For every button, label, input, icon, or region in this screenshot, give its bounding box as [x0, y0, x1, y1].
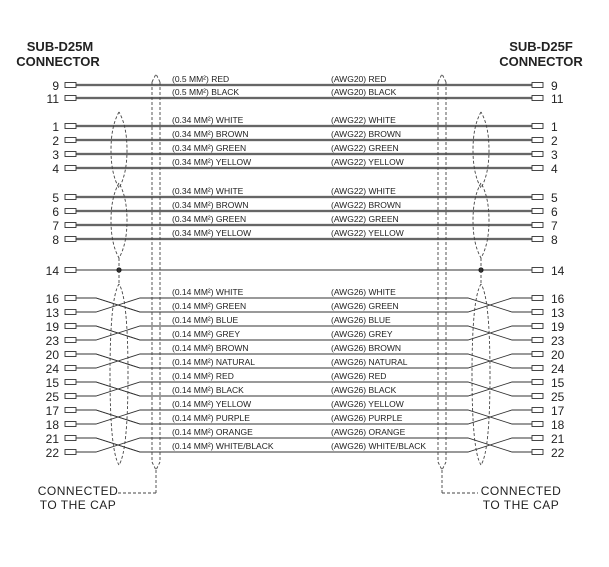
left-connector-subtitle: CONNECTOR — [16, 54, 100, 69]
left-pin-number: 25 — [45, 390, 59, 404]
shield-outline — [473, 183, 489, 258]
wire-label-right: (AWG26) PURPLE — [331, 413, 403, 423]
left-pin-number: 13 — [45, 306, 59, 320]
right-pin-contact — [532, 138, 543, 143]
wire-label-right: (AWG26) NATURAL — [331, 357, 408, 367]
right-pin-number: 15 — [551, 376, 565, 390]
left-pin-contact — [65, 408, 76, 413]
shield-outline — [473, 112, 489, 188]
left-pin-number: 18 — [45, 418, 59, 432]
right-pin-contact — [532, 436, 543, 441]
wire-label-right: (AWG22) WHITE — [331, 115, 396, 125]
wire-label-left: (0.34 MM²) GREEN — [172, 214, 247, 224]
wire-label-right: (AWG26) BLACK — [331, 385, 397, 395]
right-pin-contact — [532, 352, 543, 357]
wire-label-right: (AWG26) BROWN — [331, 343, 402, 353]
twisted-wire — [76, 326, 532, 340]
wire-label-left: (0.14 MM²) WHITE/BLACK — [172, 441, 274, 451]
cap-note-right-line2: TO THE CAP — [482, 498, 560, 512]
left-pin-number: 11 — [46, 92, 59, 106]
wire-label-left: (0.5 MM²) BLACK — [172, 87, 240, 97]
wire-label-left: (0.34 MM²) BROWN — [172, 129, 249, 139]
shield-outline — [111, 112, 127, 188]
twisted-wire — [76, 410, 532, 424]
left-pin-number: 7 — [52, 219, 59, 233]
twisted-wire — [76, 326, 532, 340]
twisted-wire — [76, 298, 532, 312]
right-pin-contact — [532, 408, 543, 413]
left-pin-number: 4 — [52, 162, 59, 176]
right-pin-contact — [532, 83, 543, 88]
right-pin-contact — [532, 223, 543, 228]
left-pin-contact — [65, 394, 76, 399]
wire-label-left: (0.14 MM²) PURPLE — [172, 413, 250, 423]
left-pin-contact — [65, 209, 76, 214]
right-pin-contact — [532, 209, 543, 214]
wire-label-right: (AWG26) WHITE/BLACK — [331, 441, 427, 451]
left-pin-number: 1 — [52, 120, 59, 134]
right-pin-number: 2 — [551, 134, 558, 148]
cap-shield-bottom — [438, 462, 446, 470]
right-pin-number: 25 — [551, 390, 565, 404]
wire-label-left: (0.34 MM²) YELLOW — [172, 228, 252, 238]
left-pin-contact — [65, 83, 76, 88]
right-pin-number: 23 — [551, 334, 565, 348]
right-pin-number: 18 — [551, 418, 565, 432]
wire-label-right: (AWG26) YELLOW — [331, 399, 404, 409]
left-pin-number: 23 — [45, 334, 59, 348]
left-pin-contact — [65, 310, 76, 315]
left-pin-number: 8 — [52, 233, 59, 247]
wire-label-left: (0.34 MM²) WHITE — [172, 186, 244, 196]
wire-label-left: (0.14 MM²) GREY — [172, 329, 241, 339]
wire-label-left: (0.14 MM²) GREEN — [172, 301, 247, 311]
wire-label-right: (AWG22) YELLOW — [331, 157, 404, 167]
left-pin-contact — [65, 223, 76, 228]
wire-label-right: (AWG26) BLUE — [331, 315, 391, 325]
left-pin-contact — [65, 436, 76, 441]
right-pin-number: 21 — [551, 432, 565, 446]
twisted-wire — [76, 298, 532, 312]
right-pin-number: 1 — [551, 120, 558, 134]
right-pin-number: 16 — [551, 292, 565, 306]
left-pin-contact — [65, 124, 76, 129]
wire-label-right: (AWG22) YELLOW — [331, 228, 404, 238]
right-pin-number: 13 — [551, 306, 565, 320]
wire-label-left: (0.14 MM²) RED — [172, 371, 234, 381]
right-pin-number: 17 — [551, 404, 565, 418]
right-pin-number: 5 — [551, 191, 558, 205]
right-pin-contact — [532, 394, 543, 399]
wire-label-right: (AWG26) WHITE — [331, 287, 396, 297]
wire-label-right: (AWG22) WHITE — [331, 186, 396, 196]
twisted-wire — [76, 438, 532, 452]
right-pin-contact — [532, 450, 543, 455]
right-pin-contact — [532, 338, 543, 343]
left-pin-contact — [65, 96, 76, 101]
wire-label-right: (AWG26) RED — [331, 371, 387, 381]
wire-label-left: (0.34 MM²) WHITE — [172, 115, 244, 125]
wire-label-left: (0.14 MM²) BROWN — [172, 343, 249, 353]
right-pin-number: 9 — [551, 79, 558, 93]
left-pin-number: 5 — [52, 191, 59, 205]
twisted-wire — [76, 438, 532, 452]
wire-label-right: (AWG22) GREEN — [331, 214, 399, 224]
wire-label-left: (0.14 MM²) YELLOW — [172, 399, 252, 409]
right-pin-contact — [532, 195, 543, 200]
wire-label-left: (0.14 MM²) ORANGE — [172, 427, 253, 437]
wire-label-right: (AWG22) BROWN — [331, 200, 402, 210]
left-pin-number: 20 — [45, 348, 59, 362]
wire-label-right: (AWG26) ORANGE — [331, 427, 406, 437]
shields-layer — [110, 74, 490, 493]
right-pin-number: 3 — [551, 148, 558, 162]
shield-outline — [110, 284, 128, 465]
wire-label-right: (AWG26) GREEN — [331, 301, 399, 311]
right-pin-contact — [532, 152, 543, 157]
left-pin-contact — [65, 195, 76, 200]
left-pin-contact — [65, 166, 76, 171]
left-pin-number: 3 — [52, 148, 59, 162]
cap-note-right-line1: CONNECTED — [480, 484, 562, 498]
left-pin-contact — [65, 450, 76, 455]
left-pin-contact — [65, 352, 76, 357]
right-pin-number: 6 — [551, 205, 558, 219]
right-pin-number: 4 — [551, 162, 558, 176]
right-pin-number: 24 — [551, 362, 565, 376]
wire-label-left: (0.14 MM²) BLUE — [172, 315, 239, 325]
left-pin-number: 21 — [45, 432, 59, 446]
cap-shield-bottom — [152, 462, 160, 470]
right-pin-number: 8 — [551, 233, 558, 247]
wire-label-right: (AWG22) BROWN — [331, 129, 402, 139]
left-pin-contact — [65, 268, 76, 273]
right-pin-contact — [532, 296, 543, 301]
right-pin-contact — [532, 310, 543, 315]
right-pin-contact — [532, 166, 543, 171]
twisted-wire — [76, 354, 532, 368]
left-pin-number: 14 — [45, 264, 59, 278]
shield-outline — [111, 183, 127, 258]
right-pin-contact — [532, 124, 543, 129]
right-pin-contact — [532, 366, 543, 371]
wire-label-right: (AWG20) BLACK — [331, 87, 397, 97]
right-pin-number: 14 — [551, 264, 565, 278]
cap-note-left-line1: CONNECTED — [37, 484, 119, 498]
left-pin-contact — [65, 152, 76, 157]
right-pin-number: 11 — [551, 92, 564, 106]
right-pin-number: 20 — [551, 348, 565, 362]
left-pin-contact — [65, 138, 76, 143]
wire-label-left: (0.14 MM²) NATURAL — [172, 357, 255, 367]
wire-label-left: (0.14 MM²) BLACK — [172, 385, 244, 395]
left-pin-number: 17 — [45, 404, 59, 418]
wire-label-right: (AWG20) RED — [331, 74, 387, 84]
right-pin-number: 7 — [551, 219, 558, 233]
wire-label-right: (AWG26) GREY — [331, 329, 393, 339]
wires-layer — [46, 74, 565, 460]
right-pin-number: 19 — [551, 320, 565, 334]
left-pin-number: 16 — [45, 292, 59, 306]
right-pin-contact — [532, 237, 543, 242]
left-pin-number: 6 — [52, 205, 59, 219]
wire-label-left: (0.34 MM²) GREEN — [172, 143, 247, 153]
left-pin-contact — [65, 366, 76, 371]
left-pin-number: 19 — [45, 320, 59, 334]
left-pin-number: 9 — [52, 79, 59, 93]
left-pin-contact — [65, 380, 76, 385]
wire-label-left: (0.5 MM²) RED — [172, 74, 230, 84]
right-pin-contact — [532, 422, 543, 427]
left-pin-number: 2 — [52, 134, 59, 148]
right-connector-title: SUB-D25F — [509, 39, 573, 54]
right-pin-number: 22 — [551, 446, 565, 460]
left-pin-contact — [65, 422, 76, 427]
twisted-wire — [76, 382, 532, 396]
cap-shield-top — [152, 74, 160, 82]
wire-label-left: (0.34 MM²) BROWN — [172, 200, 249, 210]
left-pin-contact — [65, 324, 76, 329]
left-pin-contact — [65, 338, 76, 343]
right-connector-subtitle: CONNECTOR — [499, 54, 583, 69]
cap-note-left-line2: TO THE CAP — [39, 498, 117, 512]
twisted-wire — [76, 410, 532, 424]
left-pin-number: 24 — [45, 362, 59, 376]
twisted-wire — [76, 354, 532, 368]
right-pin-contact — [532, 324, 543, 329]
right-pin-contact — [532, 268, 543, 273]
twisted-wire — [76, 382, 532, 396]
wire-label-left: (0.14 MM²) WHITE — [172, 287, 244, 297]
left-pin-number: 22 — [45, 446, 59, 460]
right-pin-contact — [532, 380, 543, 385]
cap-shield-top — [438, 74, 446, 82]
right-pin-contact — [532, 96, 543, 101]
left-pin-number: 15 — [45, 376, 59, 390]
shield-outline — [472, 284, 490, 465]
left-pin-contact — [65, 296, 76, 301]
left-pin-contact — [65, 237, 76, 242]
left-connector-title: SUB-D25M — [26, 39, 94, 54]
wire-label-right: (AWG22) GREEN — [331, 143, 399, 153]
wire-label-left: (0.34 MM²) YELLOW — [172, 157, 252, 167]
